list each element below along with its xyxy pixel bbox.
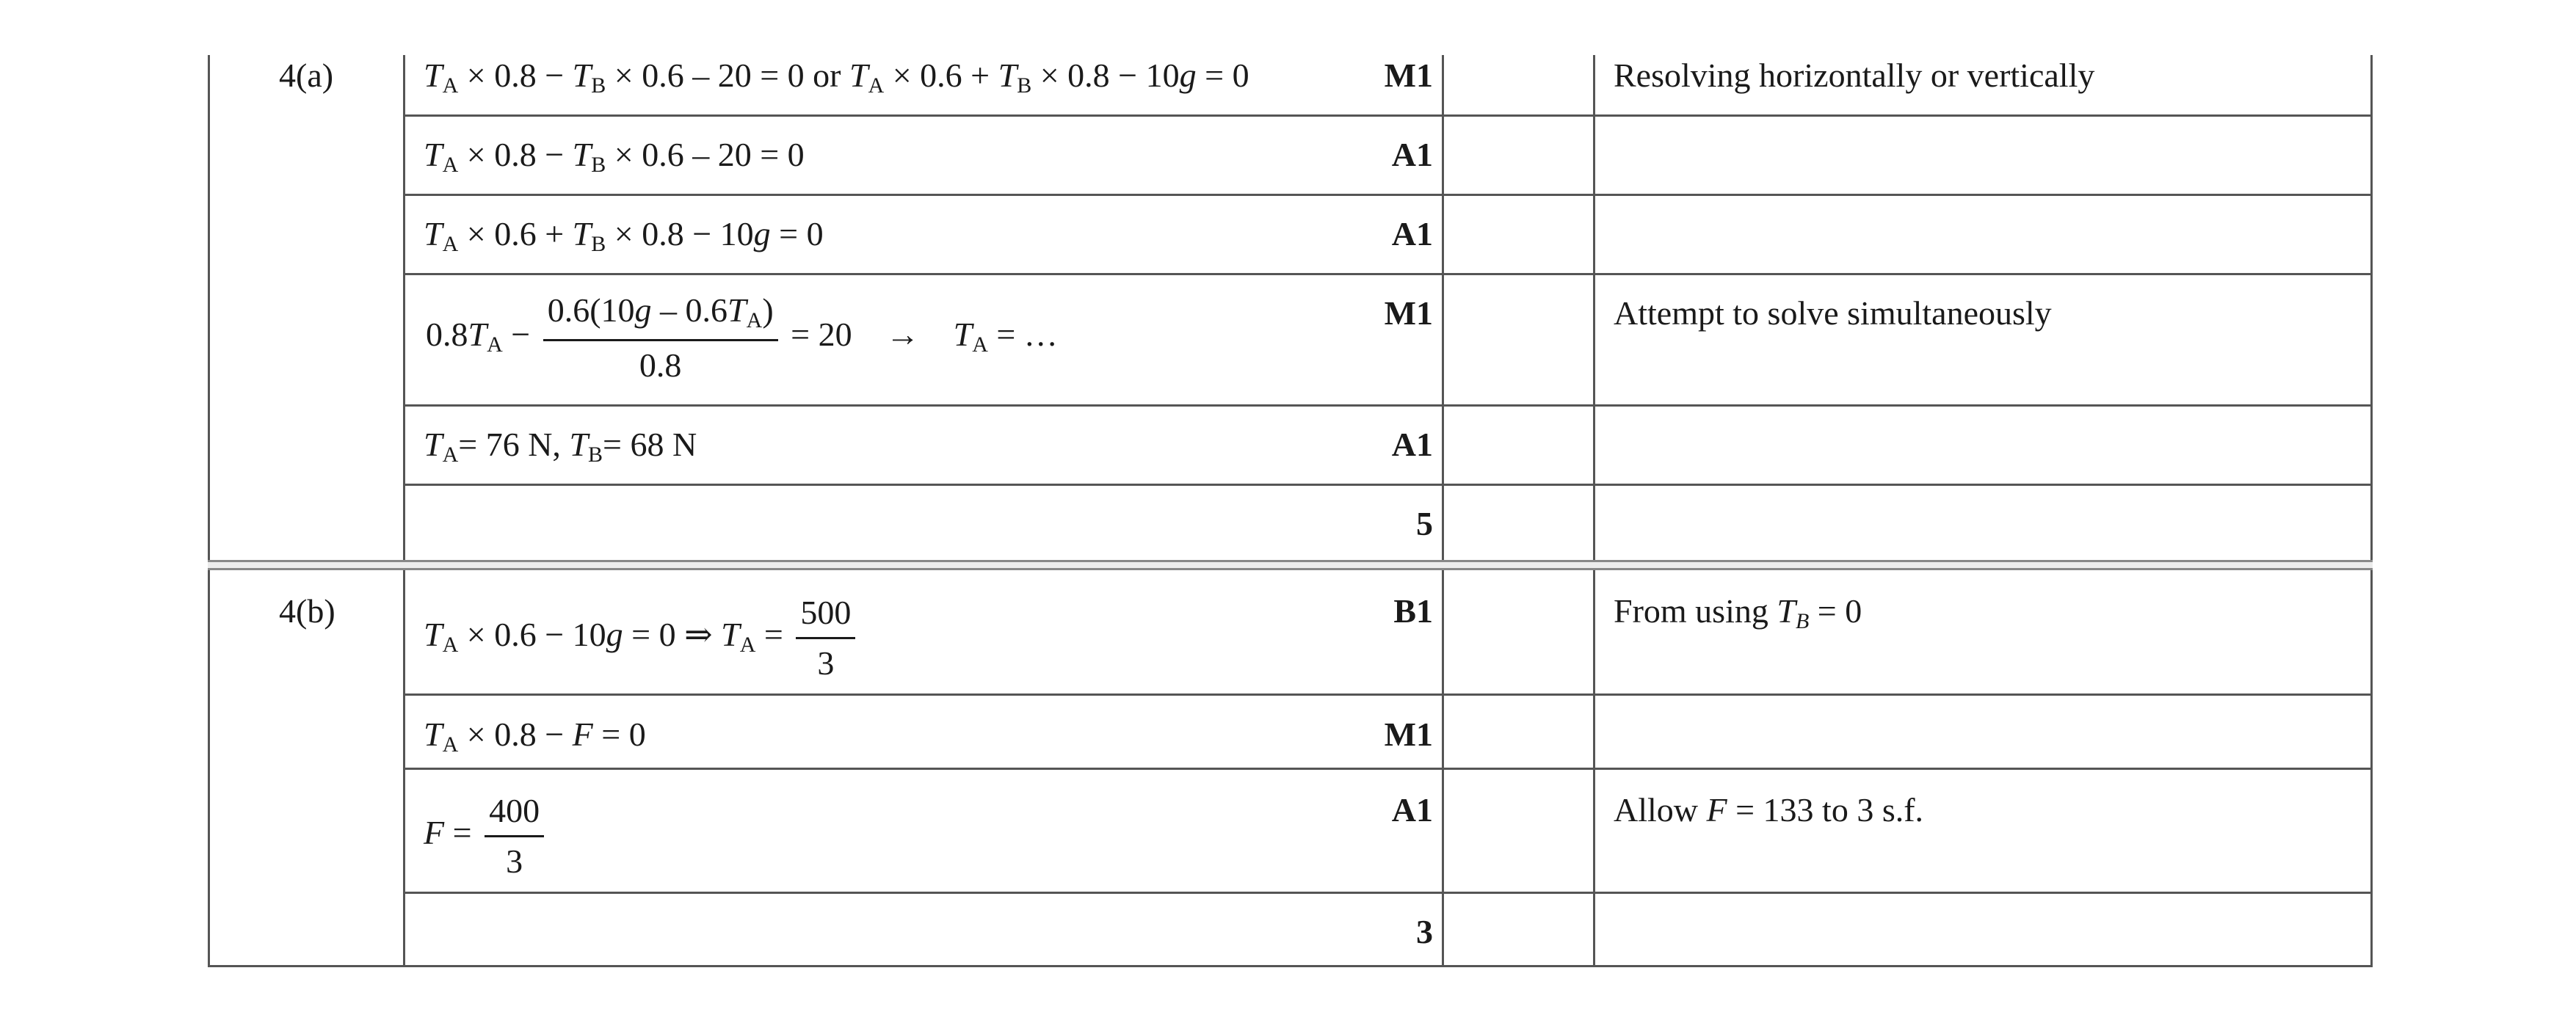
guidance-note: Allow F = 133 to 3 s.f. bbox=[1614, 791, 1924, 829]
answer-row-2: $T_A \times 0.8 - T_B \times 0.6 - 20 = 0$ bbox=[424, 136, 805, 177]
mark-code: A1 bbox=[1391, 215, 1433, 252]
part-total: 3 bbox=[1416, 913, 1433, 950]
row-divider bbox=[403, 114, 2373, 117]
fraction: $\frac{400}{3}$ bbox=[485, 794, 544, 878]
part-separator bbox=[208, 560, 2373, 570]
fraction: $\frac{0.6(10g - 0.6T_A)}{0.8}$ bbox=[543, 294, 778, 382]
part-total: 5 bbox=[1416, 505, 1433, 542]
mark-code: A1 bbox=[1391, 136, 1433, 173]
mark-code: M1 bbox=[1384, 716, 1433, 753]
question-label: 4(a) bbox=[279, 57, 334, 94]
mark-code: M1 bbox=[1384, 57, 1433, 94]
mark-code: M1 bbox=[1384, 294, 1433, 332]
row-divider bbox=[403, 693, 2373, 696]
answer-row-1: $T_A \times 0.6 - 10g = 0$ ⇒ $T_A$ = $\frac{500}{3}$ bbox=[424, 596, 860, 680]
guidance-note: From using $T_B = 0$ bbox=[1614, 592, 1862, 633]
row-divider bbox=[403, 273, 2373, 275]
answer-row-3: $T_A \times 0.6 + T_B \times 0.8 - 10g = 0$ bbox=[424, 215, 824, 256]
guidance-note: Attempt to solve simultaneously bbox=[1614, 294, 2052, 332]
row-divider bbox=[403, 892, 2373, 894]
table-border-left bbox=[208, 570, 210, 967]
row-divider bbox=[403, 484, 2373, 486]
row-divider bbox=[403, 194, 2373, 196]
answer-row-1: $T_A \times 0.8 - T_B \times 0.6 - 20 = 0$ or $T_A \times 0.6 + T_B \times 0.8 - 10g = 0$ bbox=[424, 57, 1249, 98]
answer-row-2: $T_A \times 0.8 - F = 0$ bbox=[424, 716, 646, 757]
mark-code: A1 bbox=[1391, 791, 1433, 829]
mark-code: B1 bbox=[1393, 592, 1433, 630]
table-border-bottom bbox=[208, 965, 2373, 967]
fraction: $\frac{500}{3}$ bbox=[796, 596, 855, 680]
answer-row-4: $0.8T_A$ − $\frac{0.6(10g - 0.6T_A)}{0.8}$ = 20 → $T_A$ = … bbox=[426, 291, 1058, 384]
row-divider bbox=[403, 404, 2373, 407]
mark-code: A1 bbox=[1391, 426, 1433, 463]
question-label: 4(b) bbox=[279, 592, 335, 630]
answer-row-5: $T_A= 76$ N, $T_B= 68$ N bbox=[424, 426, 697, 467]
row-divider bbox=[403, 768, 2373, 770]
table-border-left bbox=[208, 55, 210, 561]
guidance-note: Resolving horizontally or vertically bbox=[1614, 57, 2095, 94]
answer-row-3: F = $\frac{400}{3}$ bbox=[424, 794, 548, 878]
